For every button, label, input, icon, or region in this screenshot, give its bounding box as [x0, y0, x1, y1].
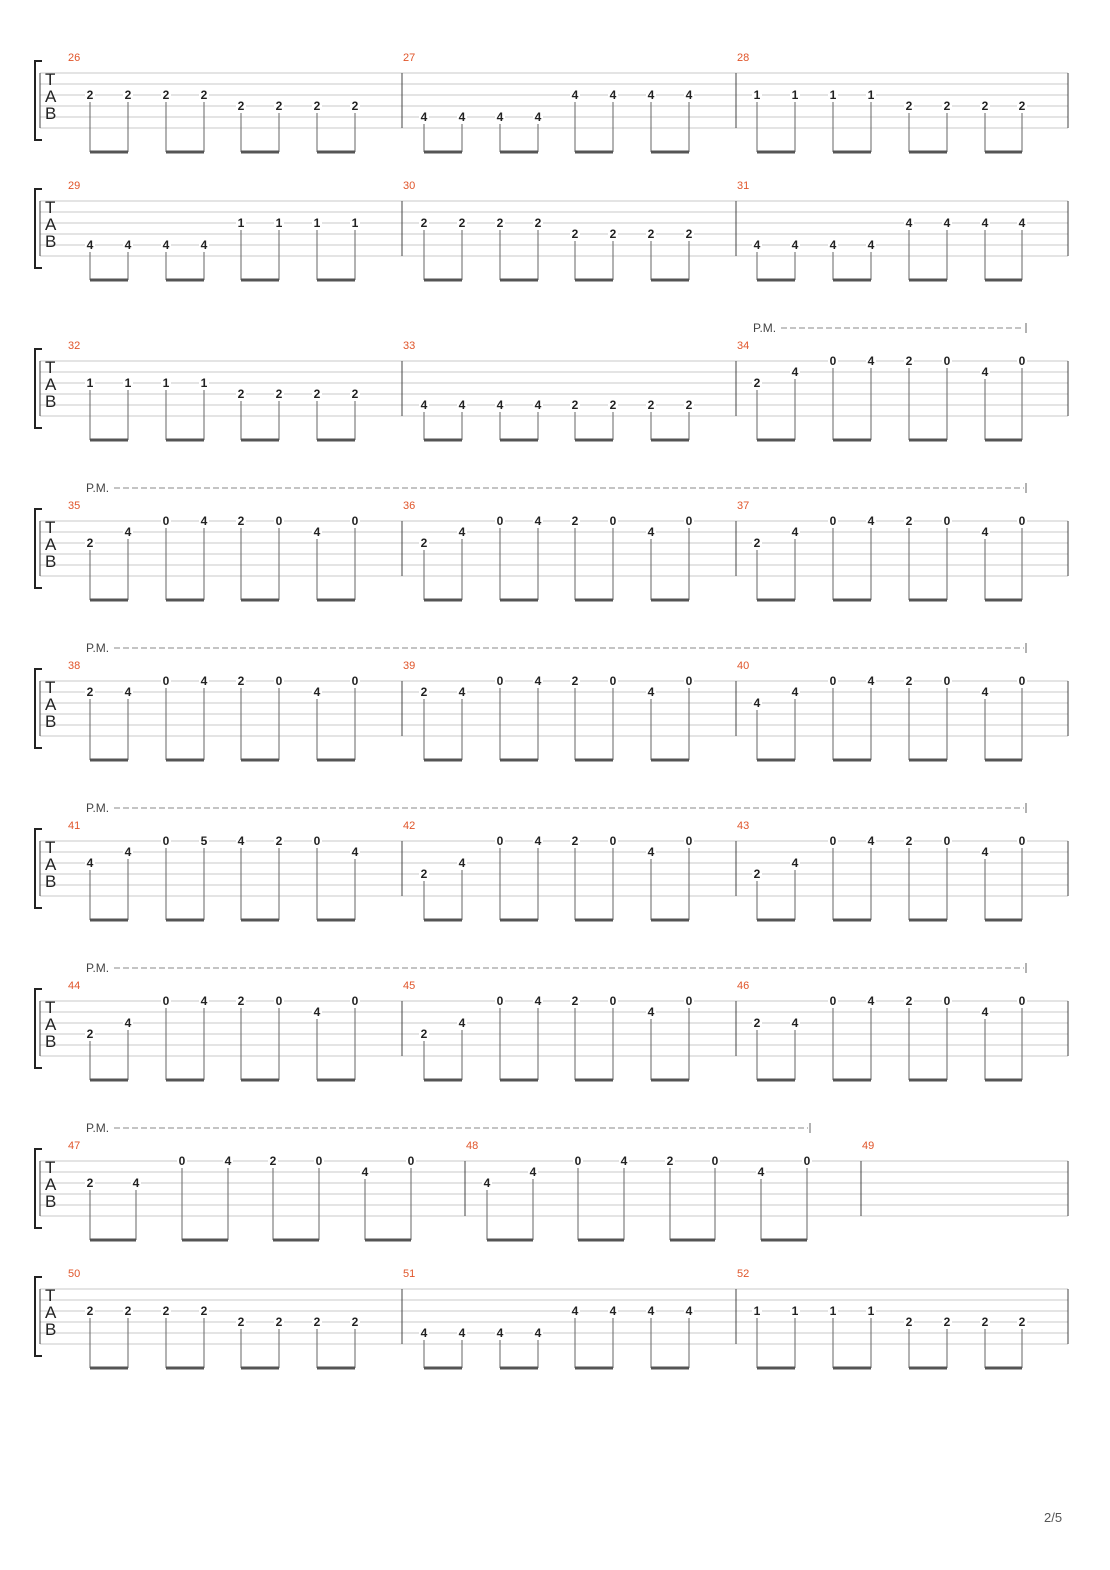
- tab-clef-letter: B: [45, 392, 57, 411]
- palm-mute-label: P.M.: [86, 961, 110, 975]
- fret-number: 2: [647, 398, 655, 412]
- fret-number: 2: [237, 99, 245, 113]
- fret-number: 2: [237, 1315, 245, 1329]
- fret-number: 4: [647, 845, 655, 859]
- fret-number: 4: [458, 856, 466, 870]
- fret-number: 0: [943, 834, 951, 848]
- tab-clef-letter: B: [45, 1320, 57, 1339]
- fret-number: 0: [1018, 674, 1026, 688]
- measure-number: 32: [68, 340, 81, 352]
- fret-number: 2: [571, 834, 579, 848]
- palm-mute-label: P.M.: [86, 1121, 110, 1135]
- fret-number: 4: [200, 514, 208, 528]
- tab-clef-letter: B: [45, 872, 57, 891]
- fret-number: 2: [666, 1154, 674, 1168]
- fret-number: 0: [711, 1154, 719, 1168]
- palm-mute-label: P.M.: [86, 481, 110, 495]
- fret-number: 4: [124, 1016, 132, 1030]
- fret-number: 4: [905, 216, 913, 230]
- fret-number: 4: [458, 110, 466, 124]
- fret-number: 4: [647, 525, 655, 539]
- fret-number: 4: [534, 1326, 542, 1340]
- fret-number: 4: [458, 525, 466, 539]
- tab-clef-letter: T: [45, 70, 56, 89]
- fret-number: 0: [574, 1154, 582, 1168]
- fret-number: 4: [534, 994, 542, 1008]
- fret-number: 2: [351, 99, 359, 113]
- fret-number: 4: [313, 1005, 321, 1019]
- measure-number: 48: [466, 1140, 479, 1152]
- fret-number: 0: [496, 994, 504, 1008]
- fret-number: 2: [275, 387, 283, 401]
- fret-number: 0: [609, 674, 617, 688]
- fret-number: 0: [351, 514, 359, 528]
- fret-number: 4: [829, 238, 837, 252]
- measure-number: 49: [862, 1140, 875, 1152]
- fret-number: 2: [420, 1027, 428, 1041]
- tab-system: [35, 180, 1068, 280]
- fret-number: 4: [867, 994, 875, 1008]
- fret-number: 4: [534, 110, 542, 124]
- fret-number: 4: [867, 514, 875, 528]
- fret-number: 4: [753, 696, 761, 710]
- fret-number: 0: [829, 674, 837, 688]
- tab-clef-letter: T: [45, 1286, 56, 1305]
- fret-number: 0: [496, 834, 504, 848]
- tab-system: [35, 641, 1068, 760]
- fret-number: 4: [791, 238, 799, 252]
- tab-clef-letter: B: [45, 232, 57, 251]
- fret-number: 0: [351, 994, 359, 1008]
- tab-clef-letter: A: [45, 215, 57, 234]
- tab-clef-letter: B: [45, 104, 57, 123]
- fret-number: 2: [981, 1315, 989, 1329]
- fret-number: 4: [609, 88, 617, 102]
- measure-number: 38: [68, 660, 81, 672]
- tab-clef-letter: A: [45, 375, 57, 394]
- tab-clef-letter: T: [45, 998, 56, 1017]
- fret-number: 4: [200, 674, 208, 688]
- fret-number: 2: [420, 216, 428, 230]
- fret-number: 1: [351, 216, 359, 230]
- fret-number: 4: [534, 674, 542, 688]
- fret-number: 0: [685, 834, 693, 848]
- fret-number: 4: [458, 1326, 466, 1340]
- fret-number: 2: [269, 1154, 277, 1168]
- fret-number: 4: [647, 685, 655, 699]
- fret-number: 0: [1018, 514, 1026, 528]
- fret-number: 2: [905, 354, 913, 368]
- fret-number: 4: [647, 88, 655, 102]
- fret-number: 4: [200, 238, 208, 252]
- tab-clef-letter: B: [45, 1032, 57, 1051]
- fret-number: 2: [86, 88, 94, 102]
- fret-number: 0: [829, 514, 837, 528]
- measure-number: 39: [403, 660, 416, 672]
- fret-number: 1: [753, 88, 761, 102]
- tab-clef-letter: B: [45, 1192, 57, 1211]
- fret-number: 0: [943, 354, 951, 368]
- tab-clef-letter: T: [45, 518, 56, 537]
- fret-number: 0: [685, 514, 693, 528]
- fret-number: 4: [609, 1304, 617, 1318]
- measure-number: 30: [403, 180, 416, 192]
- fret-number: 0: [162, 674, 170, 688]
- palm-mute-label: P.M.: [86, 801, 110, 815]
- fret-number: 4: [981, 685, 989, 699]
- fret-number: 4: [534, 514, 542, 528]
- fret-number: 4: [753, 238, 761, 252]
- fret-number: 0: [943, 674, 951, 688]
- fret-number: 4: [420, 1326, 428, 1340]
- fret-number: 4: [483, 1176, 491, 1190]
- fret-number: 0: [803, 1154, 811, 1168]
- fret-number: 2: [275, 1315, 283, 1329]
- fret-number: 2: [237, 387, 245, 401]
- fret-number: 2: [534, 216, 542, 230]
- fret-number: 1: [86, 376, 94, 390]
- fret-number: 4: [867, 354, 875, 368]
- fret-number: 1: [275, 216, 283, 230]
- fret-number: 0: [313, 834, 321, 848]
- tab-system: [35, 481, 1068, 600]
- fret-number: 2: [351, 387, 359, 401]
- fret-number: 4: [132, 1176, 140, 1190]
- fret-number: 2: [905, 1315, 913, 1329]
- fret-number: 2: [86, 1176, 94, 1190]
- fret-number: 2: [753, 1016, 761, 1030]
- fret-number: 4: [313, 525, 321, 539]
- measure-number: 44: [68, 980, 81, 992]
- tab-clef-letter: B: [45, 552, 57, 571]
- fret-number: 4: [124, 685, 132, 699]
- fret-number: 4: [867, 674, 875, 688]
- measure-number: 43: [737, 820, 750, 832]
- measure-number: 46: [737, 980, 750, 992]
- tab-clef-letter: B: [45, 712, 57, 731]
- fret-number: 4: [867, 238, 875, 252]
- tab-system: [35, 52, 1068, 152]
- fret-number: 2: [647, 227, 655, 241]
- fret-number: 2: [609, 227, 617, 241]
- fret-number: 2: [1018, 99, 1026, 113]
- fret-number: 2: [571, 994, 579, 1008]
- measure-number: 36: [403, 500, 416, 512]
- fret-number: 0: [829, 354, 837, 368]
- fret-number: 4: [647, 1304, 655, 1318]
- fret-number: 0: [943, 514, 951, 528]
- page-number: 2/5: [1044, 1510, 1063, 1525]
- fret-number: 2: [124, 1304, 132, 1318]
- tab-system: [35, 1268, 1068, 1368]
- palm-mute-label: P.M.: [753, 321, 777, 335]
- fret-number: 2: [162, 88, 170, 102]
- fret-number: 2: [571, 514, 579, 528]
- fret-number: 2: [685, 398, 693, 412]
- tab-clef-letter: A: [45, 1303, 57, 1322]
- fret-number: 4: [496, 1326, 504, 1340]
- fret-number: 5: [200, 834, 208, 848]
- fret-number: 0: [162, 834, 170, 848]
- fret-number: 2: [86, 1027, 94, 1041]
- fret-number: 4: [496, 110, 504, 124]
- fret-number: 4: [685, 1304, 693, 1318]
- fret-number: 2: [275, 834, 283, 848]
- fret-number: 4: [124, 845, 132, 859]
- fret-number: 4: [420, 110, 428, 124]
- fret-number: 0: [609, 514, 617, 528]
- tab-system: [35, 801, 1068, 920]
- tab-system: [35, 961, 1068, 1080]
- fret-number: 2: [200, 1304, 208, 1318]
- fret-number: 2: [609, 398, 617, 412]
- fret-number: 2: [981, 99, 989, 113]
- fret-number: 0: [315, 1154, 323, 1168]
- fret-number: 0: [162, 514, 170, 528]
- fret-number: 4: [529, 1165, 537, 1179]
- fret-number: 2: [571, 674, 579, 688]
- fret-number: 4: [791, 856, 799, 870]
- measure-number: 28: [737, 52, 750, 64]
- tab-clef-letter: A: [45, 695, 57, 714]
- fret-number: 4: [224, 1154, 232, 1168]
- fret-number: 0: [178, 1154, 186, 1168]
- fret-number: 2: [162, 1304, 170, 1318]
- fret-number: 2: [943, 99, 951, 113]
- fret-number: 4: [86, 856, 94, 870]
- fret-number: 0: [829, 994, 837, 1008]
- fret-number: 2: [571, 227, 579, 241]
- tab-clef-letter: A: [45, 1175, 57, 1194]
- fret-number: 1: [829, 88, 837, 102]
- fret-number: 4: [647, 1005, 655, 1019]
- measure-number: 45: [403, 980, 416, 992]
- tab-clef-letter: T: [45, 678, 56, 697]
- measure-number: 50: [68, 1268, 81, 1280]
- measure-number: 33: [403, 340, 416, 352]
- fret-number: 4: [200, 994, 208, 1008]
- fret-number: 4: [685, 88, 693, 102]
- fret-number: 4: [458, 685, 466, 699]
- measure-number: 42: [403, 820, 416, 832]
- fret-number: 0: [275, 514, 283, 528]
- fret-number: 1: [829, 1304, 837, 1318]
- fret-number: 0: [162, 994, 170, 1008]
- fret-number: 4: [1018, 216, 1026, 230]
- fret-number: 2: [86, 536, 94, 550]
- measure-number: 47: [68, 1140, 81, 1152]
- fret-number: 0: [275, 994, 283, 1008]
- fret-number: 2: [753, 536, 761, 550]
- fret-number: 4: [791, 525, 799, 539]
- fret-number: 0: [685, 994, 693, 1008]
- fret-number: 2: [420, 536, 428, 550]
- fret-number: 2: [313, 99, 321, 113]
- fret-number: 1: [753, 1304, 761, 1318]
- fret-number: 2: [496, 216, 504, 230]
- measure-number: 29: [68, 180, 81, 192]
- fret-number: 0: [943, 994, 951, 1008]
- fret-number: 0: [1018, 354, 1026, 368]
- fret-number: 4: [361, 1165, 369, 1179]
- fret-number: 0: [609, 834, 617, 848]
- fret-number: 2: [1018, 1315, 1026, 1329]
- fret-number: 0: [1018, 834, 1026, 848]
- fret-number: 4: [496, 398, 504, 412]
- fret-number: 2: [420, 685, 428, 699]
- fret-number: 2: [685, 227, 693, 241]
- fret-number: 2: [458, 216, 466, 230]
- fret-number: 4: [124, 238, 132, 252]
- fret-number: 0: [1018, 994, 1026, 1008]
- fret-number: 2: [313, 1315, 321, 1329]
- fret-number: 2: [753, 867, 761, 881]
- fret-number: 2: [275, 99, 283, 113]
- fret-number: 2: [237, 994, 245, 1008]
- fret-number: 2: [313, 387, 321, 401]
- measure-number: 35: [68, 500, 81, 512]
- measure-number: 27: [403, 52, 416, 64]
- fret-number: 2: [905, 99, 913, 113]
- fret-number: 1: [200, 376, 208, 390]
- fret-number: 0: [829, 834, 837, 848]
- measure-number: 41: [68, 820, 81, 832]
- fret-number: 2: [86, 685, 94, 699]
- fret-number: 2: [905, 514, 913, 528]
- fret-number: 4: [867, 834, 875, 848]
- fret-number: 0: [496, 674, 504, 688]
- fret-number: 4: [943, 216, 951, 230]
- fret-number: 4: [162, 238, 170, 252]
- fret-number: 1: [162, 376, 170, 390]
- tab-system: [35, 321, 1068, 440]
- measure-number: 40: [737, 660, 750, 672]
- fret-number: 2: [237, 674, 245, 688]
- fret-number: 2: [905, 994, 913, 1008]
- fret-number: 4: [981, 216, 989, 230]
- fret-number: 4: [757, 1165, 765, 1179]
- measure-number: 31: [737, 180, 750, 192]
- fret-number: 2: [571, 398, 579, 412]
- fret-number: 4: [981, 1005, 989, 1019]
- fret-number: 4: [458, 398, 466, 412]
- fret-number: 2: [905, 674, 913, 688]
- tab-clef-letter: T: [45, 358, 56, 377]
- palm-mute-label: P.M.: [86, 641, 110, 655]
- tab-clef-letter: A: [45, 535, 57, 554]
- fret-number: 4: [620, 1154, 628, 1168]
- fret-number: 4: [86, 238, 94, 252]
- fret-number: 4: [791, 1016, 799, 1030]
- fret-number: 0: [496, 514, 504, 528]
- fret-number: 4: [313, 685, 321, 699]
- fret-number: 0: [275, 674, 283, 688]
- fret-number: 1: [791, 1304, 799, 1318]
- fret-number: 4: [981, 845, 989, 859]
- measure-number: 37: [737, 500, 750, 512]
- tab-clef-letter: T: [45, 198, 56, 217]
- fret-number: 2: [753, 376, 761, 390]
- fret-number: 2: [124, 88, 132, 102]
- fret-number: 4: [420, 398, 428, 412]
- fret-number: 4: [571, 88, 579, 102]
- fret-number: 4: [981, 365, 989, 379]
- tab-clef-letter: A: [45, 87, 57, 106]
- tab-system: [35, 1121, 1068, 1240]
- fret-number: 4: [237, 834, 245, 848]
- tab-clef-letter: T: [45, 838, 56, 857]
- fret-number: 4: [791, 685, 799, 699]
- fret-number: 2: [943, 1315, 951, 1329]
- fret-number: 4: [571, 1304, 579, 1318]
- tab-clef-letter: A: [45, 1015, 57, 1034]
- fret-number: 1: [867, 1304, 875, 1318]
- fret-number: 2: [237, 514, 245, 528]
- fret-number: 1: [791, 88, 799, 102]
- fret-number: 0: [685, 674, 693, 688]
- fret-number: 4: [351, 845, 359, 859]
- measure-number: 51: [403, 1268, 416, 1280]
- fret-number: 2: [200, 88, 208, 102]
- fret-number: 4: [534, 834, 542, 848]
- fret-number: 2: [86, 1304, 94, 1318]
- fret-number: 4: [458, 1016, 466, 1030]
- fret-number: 4: [791, 365, 799, 379]
- fret-number: 4: [124, 525, 132, 539]
- fret-number: 4: [981, 525, 989, 539]
- fret-number: 0: [609, 994, 617, 1008]
- measure-number: 52: [737, 1268, 750, 1280]
- fret-number: 4: [534, 398, 542, 412]
- fret-number: 0: [407, 1154, 415, 1168]
- fret-number: 1: [237, 216, 245, 230]
- measure-number: 26: [68, 52, 81, 64]
- fret-number: 1: [867, 88, 875, 102]
- fret-number: 2: [420, 867, 428, 881]
- fret-number: 1: [313, 216, 321, 230]
- tab-clef-letter: T: [45, 1158, 56, 1177]
- fret-number: 2: [905, 834, 913, 848]
- tab-clef-letter: A: [45, 855, 57, 874]
- fret-number: 0: [351, 674, 359, 688]
- fret-number: 1: [124, 376, 132, 390]
- measure-number: 34: [737, 340, 750, 352]
- fret-number: 2: [351, 1315, 359, 1329]
